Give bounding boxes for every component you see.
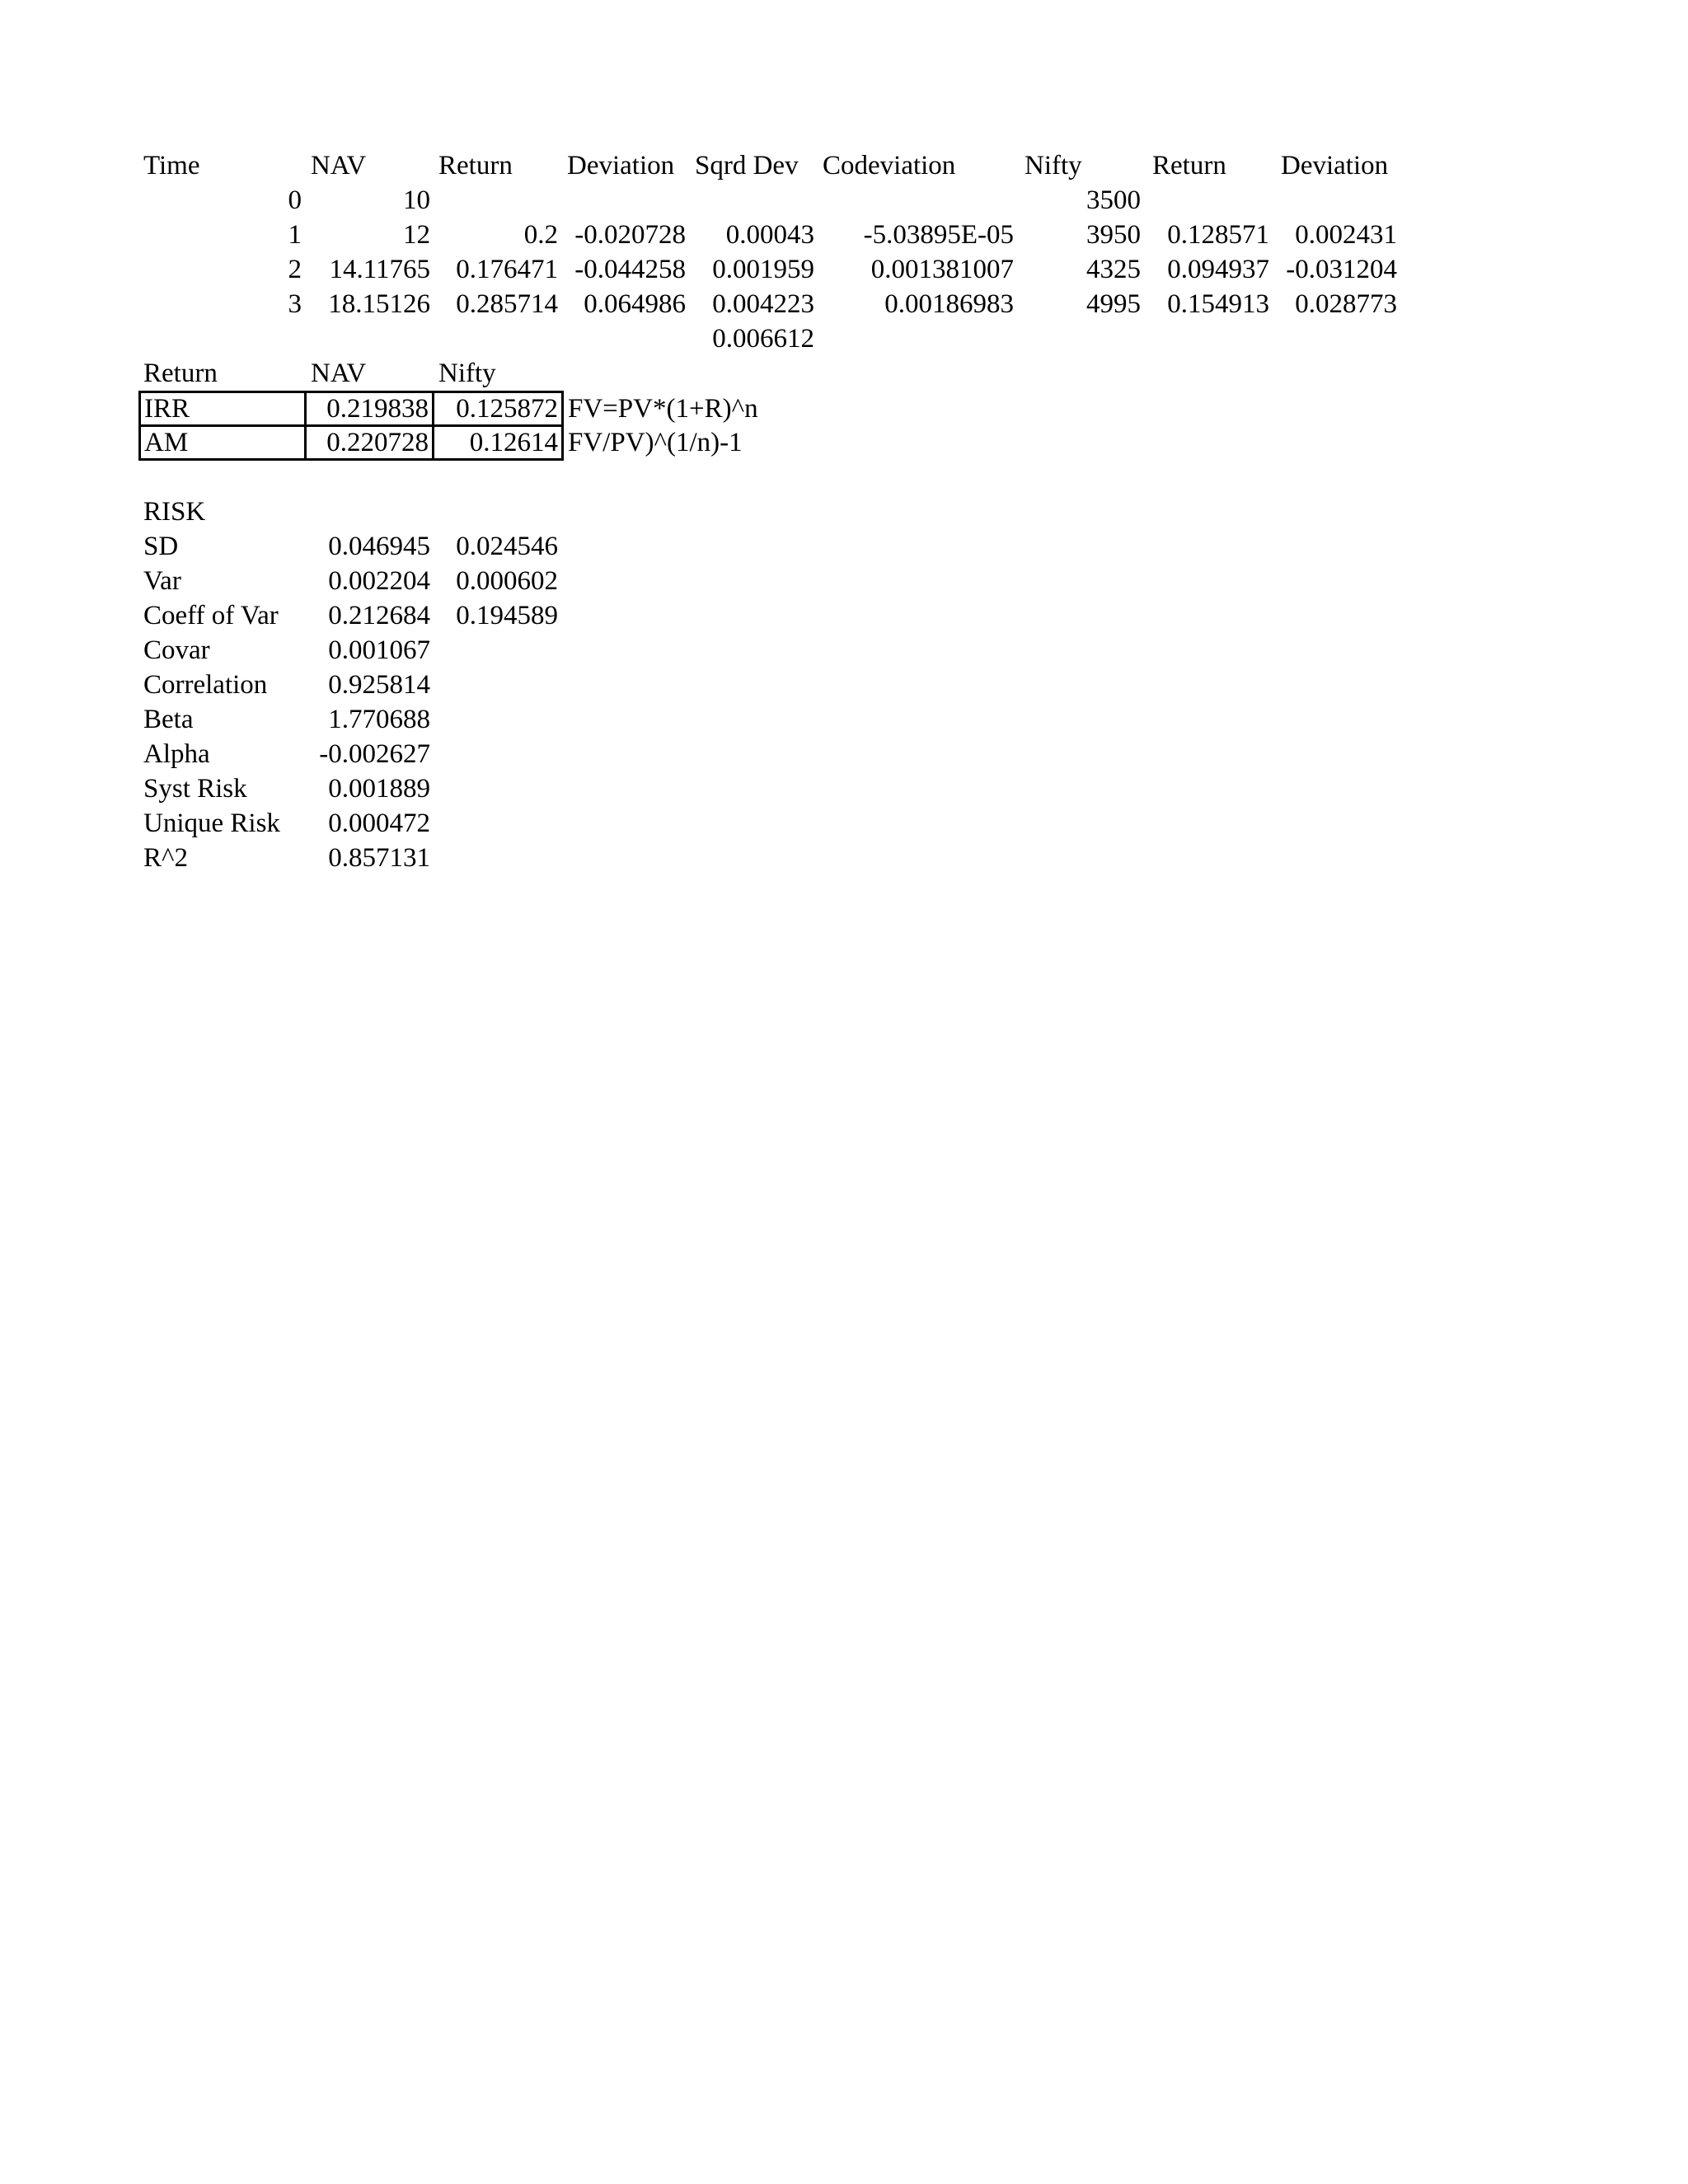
time-cell: 1 [288, 220, 302, 250]
header-codeviation: Codeviation [823, 151, 956, 180]
irr-label: IRR [144, 394, 190, 424]
nifty-deviation-cell: -0.031204 [1286, 255, 1397, 284]
sqrd-dev-cell: 0.00043 [725, 220, 814, 250]
irr-nifty: 0.125872 [456, 394, 558, 424]
risk-nav-value: 0.002204 [328, 566, 430, 596]
header-return: Return [438, 151, 513, 180]
nav-cell: 18.15126 [328, 289, 430, 319]
irr-formula-note: FV=PV*(1+R)^n [568, 394, 758, 424]
return-block-header-nav: NAV [311, 359, 367, 388]
deviation-cell: -0.020728 [574, 220, 686, 250]
risk-label: Unique Risk [143, 808, 280, 838]
risk-nav-value: 0.925814 [328, 670, 430, 700]
return-cell: 0.176471 [456, 255, 558, 284]
risk-label: Beta [143, 705, 194, 734]
nav-cell: 10 [403, 185, 430, 215]
risk-nav-value: 0.857131 [328, 843, 430, 873]
risk-nav-value: 0.000472 [328, 808, 430, 838]
risk-nav-value: 0.001067 [328, 635, 430, 665]
header-nav: NAV [311, 151, 367, 180]
am-nifty: 0.12614 [469, 428, 558, 457]
return-cell: 0.2 [523, 220, 558, 250]
risk-nav-value: 0.212684 [328, 601, 430, 630]
risk-label: Alpha [143, 739, 210, 769]
risk-nifty-value: 0.194589 [456, 601, 558, 630]
deviation-cell: -0.044258 [574, 255, 686, 284]
am-nav: 0.220728 [326, 428, 429, 457]
time-cell: 3 [288, 289, 302, 319]
risk-nifty-value: 0.024546 [456, 532, 558, 561]
nifty-return-cell: 0.154913 [1167, 289, 1269, 319]
nifty-return-cell: 0.094937 [1167, 255, 1269, 284]
risk-label: Correlation [143, 670, 268, 700]
risk-nav-value: -0.002627 [319, 739, 430, 769]
sqrd-dev-total: 0.006612 [712, 324, 814, 354]
sqrd-dev-cell: 0.004223 [712, 289, 814, 319]
header-deviation: Deviation [567, 151, 675, 180]
return-block-header-label: Return [143, 359, 218, 388]
am-formula-note: FV/PV)^(1/n)-1 [568, 428, 743, 457]
nifty-deviation-cell: 0.002431 [1295, 220, 1397, 250]
risk-label: Covar [143, 635, 210, 665]
risk-label: Var [143, 566, 181, 596]
risk-label: Coeff of Var [143, 601, 279, 630]
nifty-cell: 3500 [1086, 185, 1141, 215]
risk-nifty-value: 0.000602 [456, 566, 558, 596]
nifty-cell: 4325 [1086, 255, 1141, 284]
header-sqrd-dev: Sqrd Dev [695, 151, 799, 180]
risk-label: R^2 [143, 843, 188, 873]
sqrd-dev-cell: 0.001959 [712, 255, 814, 284]
am-label: AM [144, 428, 189, 457]
risk-label: Syst Risk [143, 774, 247, 804]
time-cell: 0 [288, 185, 302, 215]
nifty-cell: 4995 [1086, 289, 1141, 319]
nav-cell: 12 [403, 220, 430, 250]
risk-nav-value: 0.046945 [328, 532, 430, 561]
risk-nav-value: 1.770688 [328, 705, 430, 734]
nav-cell: 14.11765 [329, 255, 430, 284]
irr-nav: 0.219838 [326, 394, 429, 424]
risk-title: RISK [143, 497, 206, 527]
codeviation-cell: -5.03895E-05 [863, 220, 1014, 250]
header-time: Time [143, 151, 200, 180]
nifty-return-cell: 0.128571 [1167, 220, 1269, 250]
risk-nav-value: 0.001889 [328, 774, 430, 804]
nifty-cell: 3950 [1086, 220, 1141, 250]
header-nifty-deviation: Deviation [1281, 151, 1389, 180]
deviation-cell: 0.064986 [584, 289, 686, 319]
return-cell: 0.285714 [456, 289, 558, 319]
time-cell: 2 [288, 255, 302, 284]
header-nifty: Nifty [1025, 151, 1082, 180]
risk-label: SD [143, 532, 179, 561]
return-block-header-nifty: Nifty [438, 359, 496, 388]
nifty-deviation-cell: 0.028773 [1295, 289, 1397, 319]
codeviation-cell: 0.00186983 [884, 289, 1014, 319]
header-nifty-return: Return [1152, 151, 1226, 180]
codeviation-cell: 0.001381007 [870, 255, 1014, 284]
